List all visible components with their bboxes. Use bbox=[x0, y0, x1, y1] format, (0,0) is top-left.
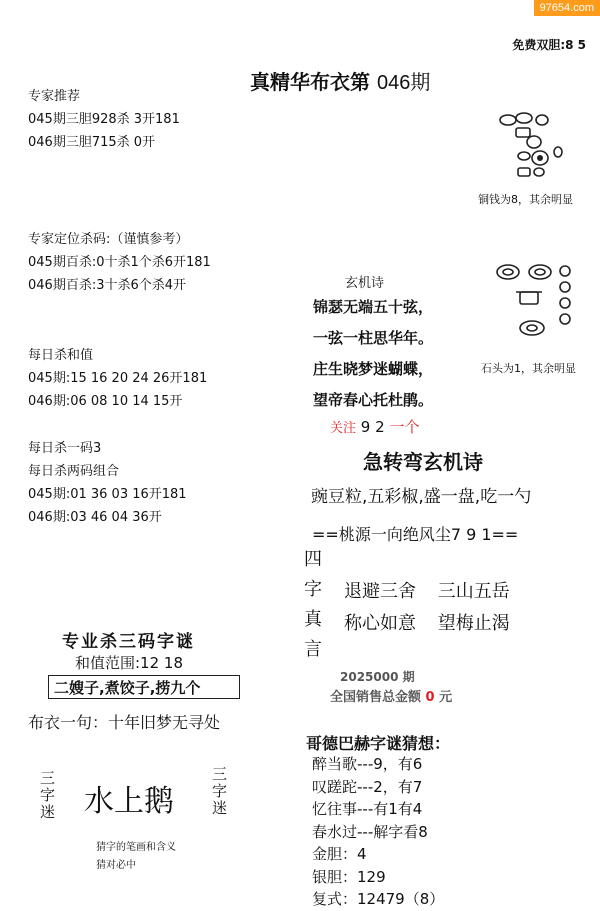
poem-line: 锦瑟无端五十弦， bbox=[313, 298, 434, 316]
positional-line: 045期百杀:0十杀1个杀6开181 bbox=[28, 255, 211, 270]
sales-amount: 0 bbox=[425, 690, 435, 705]
positional-heading: 专家定位杀码:（谨慎参考） bbox=[28, 232, 189, 247]
watermark[interactable]: 97654.com bbox=[534, 0, 600, 16]
focus-suffix: 一个 bbox=[389, 418, 420, 436]
focus-line bbox=[330, 416, 419, 437]
riddle-note: 猜字的笔画和含义 bbox=[96, 842, 176, 853]
goldbach-line: 叹蹉跎---2，有7 bbox=[312, 777, 423, 796]
riddle-poem-heading: 玄机诗 bbox=[345, 276, 385, 291]
goldbach-line: 银胆：129 bbox=[312, 867, 386, 886]
daily-kill-line: 046期:03 46 04 36开 bbox=[28, 510, 162, 525]
turn-poem-heading: 急转弯玄机诗 bbox=[363, 450, 483, 474]
phrase-row bbox=[344, 577, 510, 603]
phrase-row bbox=[344, 609, 510, 635]
peach-line: ==桃源一向绝风尘7 9 1== bbox=[312, 525, 519, 544]
riddle-char: 三 bbox=[40, 769, 56, 787]
four-col bbox=[304, 545, 322, 665]
title-issue: 046期 bbox=[376, 72, 431, 94]
sales-total bbox=[330, 686, 452, 705]
positional-line: 046期百杀:3十杀6个杀4开 bbox=[28, 278, 187, 293]
daily-kill-section bbox=[28, 437, 187, 529]
daily-one-heading: 每日杀一码3 bbox=[28, 441, 102, 456]
sales-unit: 元 bbox=[439, 690, 453, 705]
focus-numbers: 9 2 bbox=[360, 418, 385, 436]
goldbach-list bbox=[312, 753, 444, 911]
daily-sum-section bbox=[28, 344, 207, 413]
pro-heading: 专业杀三码字谜 bbox=[62, 632, 195, 652]
four-char: 言 bbox=[304, 639, 322, 660]
riddle-right-vertical bbox=[212, 766, 227, 817]
four-char: 四 bbox=[304, 549, 322, 570]
daily-sum-heading: 每日杀和值 bbox=[28, 348, 94, 363]
focus-label: 关注 bbox=[330, 421, 357, 436]
riddle-char: 迷 bbox=[40, 803, 56, 821]
boxed-riddle: 二嫂子,煮饺子,捞九个 bbox=[54, 679, 201, 697]
riddle-answer: 水上鹅 bbox=[84, 784, 174, 819]
riddle-poem bbox=[313, 292, 433, 416]
sum-range: 和值范围:12 18 bbox=[75, 654, 183, 672]
goldbach-line: 复式：12479（8） bbox=[312, 890, 445, 908]
daily-sum-line: 046期:06 08 10 14 15开 bbox=[28, 394, 183, 409]
phrase: 望梅止渴 bbox=[437, 613, 510, 634]
coin-caption: 铜钱为8，其余明显 bbox=[478, 193, 573, 206]
page-title bbox=[250, 66, 430, 95]
phrase: 退避三舍 bbox=[344, 581, 416, 602]
riddle-char: 迷 bbox=[212, 799, 228, 817]
phrase: 三山五岳 bbox=[437, 581, 510, 602]
goldbach-line: 春水过---解字看8 bbox=[312, 822, 428, 841]
buyi-line: 布衣一句：十年旧梦无寻处 bbox=[28, 713, 221, 732]
riddle-char: 字 bbox=[40, 786, 56, 804]
stone-caption: 石头为1，其余明显 bbox=[481, 362, 576, 375]
turn-poem-line: 豌豆粒,五彩椒,盛一盘,吃一勺 bbox=[311, 487, 532, 507]
goldbach-line: 金胆：4 bbox=[312, 845, 367, 863]
daily-kill-line: 045期:01 36 03 16开181 bbox=[28, 487, 187, 502]
expert-section bbox=[28, 85, 180, 154]
four-char: 字 bbox=[304, 579, 322, 600]
daily-sum-line: 045期:15 16 20 24 26开181 bbox=[28, 371, 208, 386]
goldbach-line: 醉当歌---9，有6 bbox=[312, 755, 423, 773]
title-main: 真精华布衣第 bbox=[250, 70, 370, 94]
four-char: 真 bbox=[304, 609, 322, 630]
goldbach-heading: 哥德巴赫字谜猜想： bbox=[306, 734, 451, 753]
riddle-char: 三 bbox=[212, 765, 228, 783]
free-double-pick: 免费双胆:8 5 bbox=[512, 38, 586, 52]
sales-issue: 2025000 期 bbox=[340, 670, 415, 684]
riddle-note: 猜对必中 bbox=[96, 860, 136, 871]
coin-puzzle-icon bbox=[494, 112, 564, 184]
daily-two-heading: 每日杀两码组合 bbox=[28, 464, 120, 479]
goldbach-line: 忆往事---有1有4 bbox=[312, 800, 423, 818]
expert-heading: 专家推荐 bbox=[28, 89, 81, 104]
poem-line: 一弦一柱思华年。 bbox=[313, 329, 434, 347]
expert-line: 045期三胆928杀 3开181 bbox=[28, 112, 180, 127]
riddle-char: 字 bbox=[212, 782, 228, 800]
positional-kill-section bbox=[28, 228, 211, 297]
expert-line: 046期三胆715杀 0开 bbox=[28, 135, 156, 150]
phrase: 称心如意 bbox=[344, 613, 416, 634]
stone-puzzle-icon bbox=[492, 262, 578, 340]
poem-line: 望帝春心托杜鹃。 bbox=[313, 391, 434, 409]
sales-label: 全国销售总金额 bbox=[330, 690, 422, 705]
poem-line: 庄生晓梦迷蝴蝶， bbox=[313, 360, 434, 378]
riddle-left-vertical bbox=[40, 770, 55, 821]
